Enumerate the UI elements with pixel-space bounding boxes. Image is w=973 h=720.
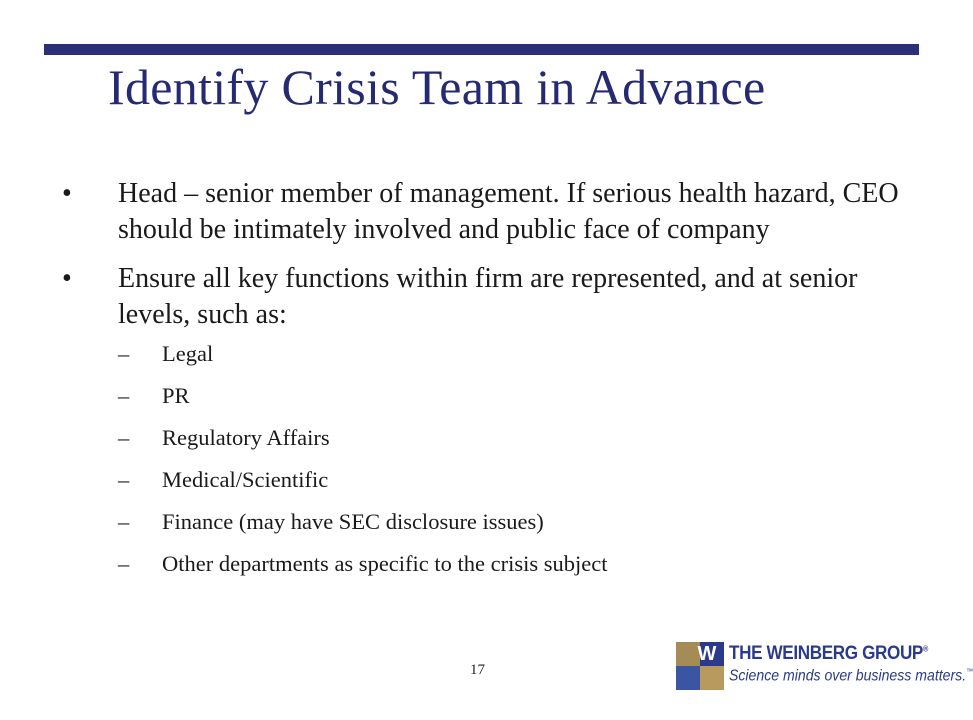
sub-text: Legal (162, 341, 214, 366)
sub-text: Regulatory Affairs (162, 425, 330, 450)
bullet-item-functions (62, 261, 922, 577)
sub-text: Other departments as specific to the crisis subject (162, 551, 608, 576)
top-rule (44, 44, 919, 55)
sub-marker: – (118, 383, 130, 408)
registered-mark: ® (922, 644, 928, 654)
bullet-item-head (62, 176, 922, 248)
logo-name-text: THE WEINBERG GROUP (729, 643, 923, 664)
sub-item-legal (118, 341, 922, 367)
sub-text: Medical/Scientific (162, 467, 329, 492)
bullet-text: Head – senior member of management. If serious health hazard, CEO should be intimately involved and public face of company (118, 178, 899, 245)
sub-item-regulatory (118, 425, 922, 451)
weinberg-group-logo (676, 642, 973, 692)
sub-marker: – (118, 509, 130, 534)
bullet-list (62, 176, 922, 593)
logo-tile (676, 666, 700, 690)
sub-marker: – (118, 551, 130, 576)
logo-tagline (729, 667, 973, 685)
sub-item-other (118, 551, 922, 577)
logo-w-letter: W (697, 643, 717, 665)
sub-text: PR (162, 383, 190, 408)
sub-marker: – (118, 467, 130, 492)
trademark-mark: ™ (966, 667, 973, 676)
sub-item-medical (118, 467, 922, 493)
bullet-text: Ensure all key functions within firm are represented, and at senior levels, such as: (118, 263, 858, 330)
logo-tagline-text: Science minds over business matters. (729, 667, 967, 685)
sub-list (118, 341, 922, 577)
sub-marker: – (118, 341, 130, 366)
bullet-marker: • (62, 263, 72, 294)
slide-title: Identify Crisis Team in Advance (108, 59, 766, 115)
logo-tile (700, 666, 724, 690)
bullet-marker: • (62, 178, 72, 209)
logo-company-name (729, 643, 928, 665)
page-number: 17 (470, 662, 485, 678)
sub-item-finance (118, 509, 922, 535)
sub-text: Finance (may have SEC disclosure issues) (162, 509, 544, 534)
sub-item-pr (118, 383, 922, 409)
sub-marker: – (118, 425, 130, 450)
